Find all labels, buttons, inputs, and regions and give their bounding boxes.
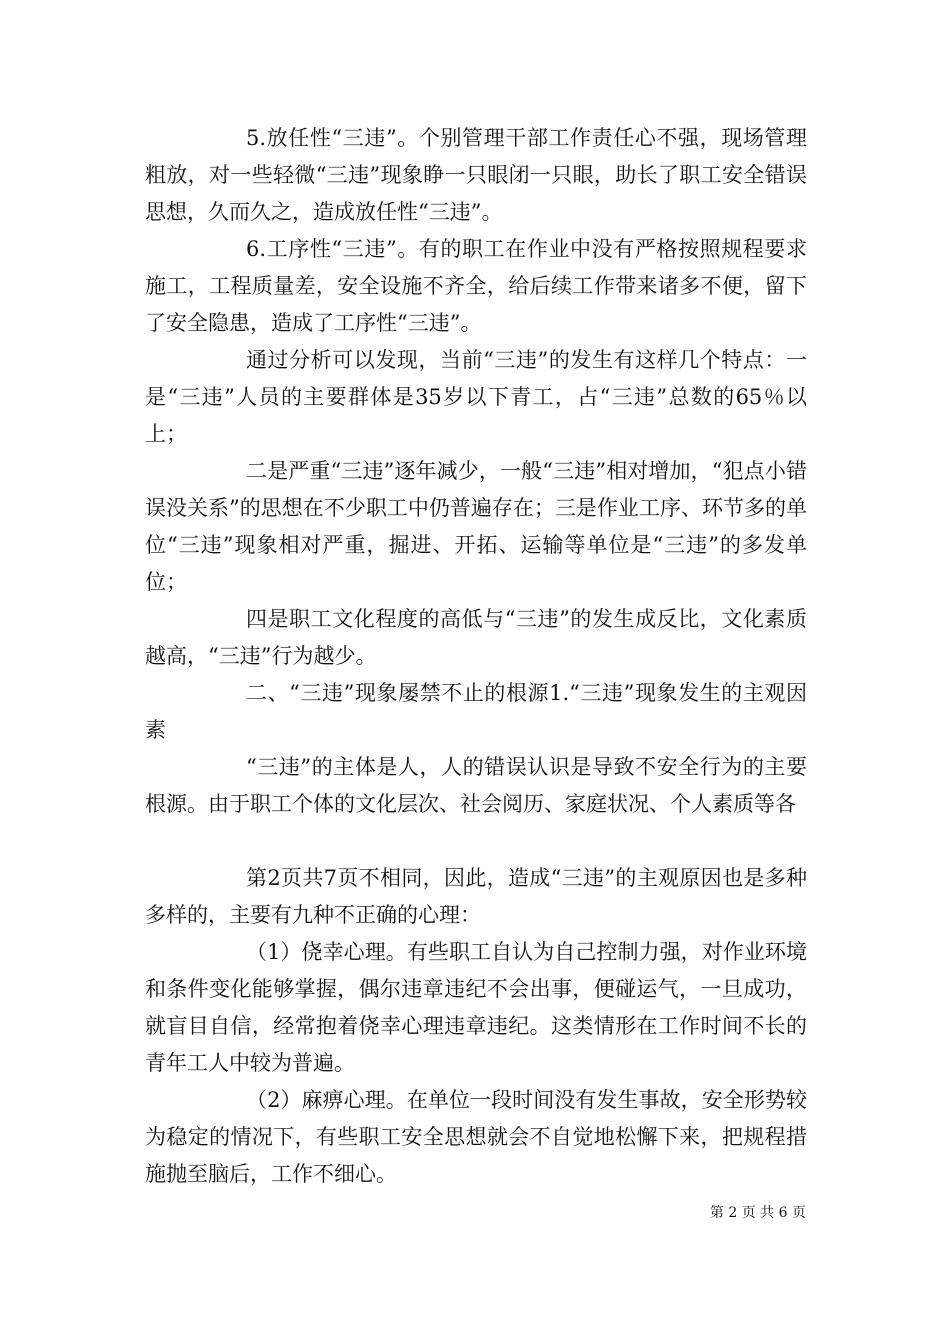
paragraph-luck-mindset: （1）侥幸心理。有些职工自认为自己控制力强，对作业环境和条件变化能够掌握，偶尔违章违纪不会出事，便碰运气，一旦成功，就盲目自信，经常抱着侥幸心理违章违纪。这类情形在工作时间不长的青年工人中较为普遍。 [145,940,807,1075]
page-footer: 第 2 页 共 6 页 [709,1205,806,1221]
paragraph-subjective-factors: “三违”的主体是人，人的错误认识是导致不安全行为的主要根源。由于职工个体的文化层次、社会阅历、家庭状况、个人素质等各 [145,755,807,816]
paragraph-feature-two-three: 二是严重“三违”逐年减少，一般“三违”相对增加，“犯点小错误没关系”的思想在不少职工中仍普遍存在；三是作业工序、环节多的单位“三违”现象相对严重，掘进、开拓、运输等单位是“三违”的多发单位； [145,459,807,594]
paragraph-analysis-features: 通过分析可以发现，当前“三违”的发生有这样几个特点：一是“三违”人员的主要群体是35岁以下青工，占“三违”总数的65％以上； [145,348,807,446]
paragraph-laxity-violation: 5.放任性“三违”。个别管理干部工作责任心不强，现场管理粗放，对一些轻微“三违”现象睁一只眼闭一只眼，助长了职工安全错误思想，久而久之，造成放任性“三违”。 [145,126,807,224]
paragraph-nine-mindsets: 第2页共7页不相同，因此，造成“三违”的主观原因也是多种多样的，主要有九种不正确的心理： [145,866,807,927]
paragraph-numbness-mindset: （2）麻痹心理。在单位一段时间没有发生事故，安全形势较为稳定的情况下，有些职工安全思想就会不自觉地松懈下来，把规程措施抛至脑后，工作不细心。 [145,1088,807,1186]
paragraph-feature-four: 四是职工文化程度的高低与“三违”的发生成反比，文化素质越高，“三违”行为越少。 [145,607,807,668]
section-heading-root-causes: 二、“三违”现象屡禁不止的根源1.“三违”现象发生的主观因素 [145,681,807,742]
paragraph-process-violation: 6.工序性“三违”。有的职工在作业中没有严格按照规程要求施工，工程质量差，安全设施不齐全，给后续工作带来诸多不便，留下了安全隐患，造成了工序性“三违”。 [145,237,807,335]
